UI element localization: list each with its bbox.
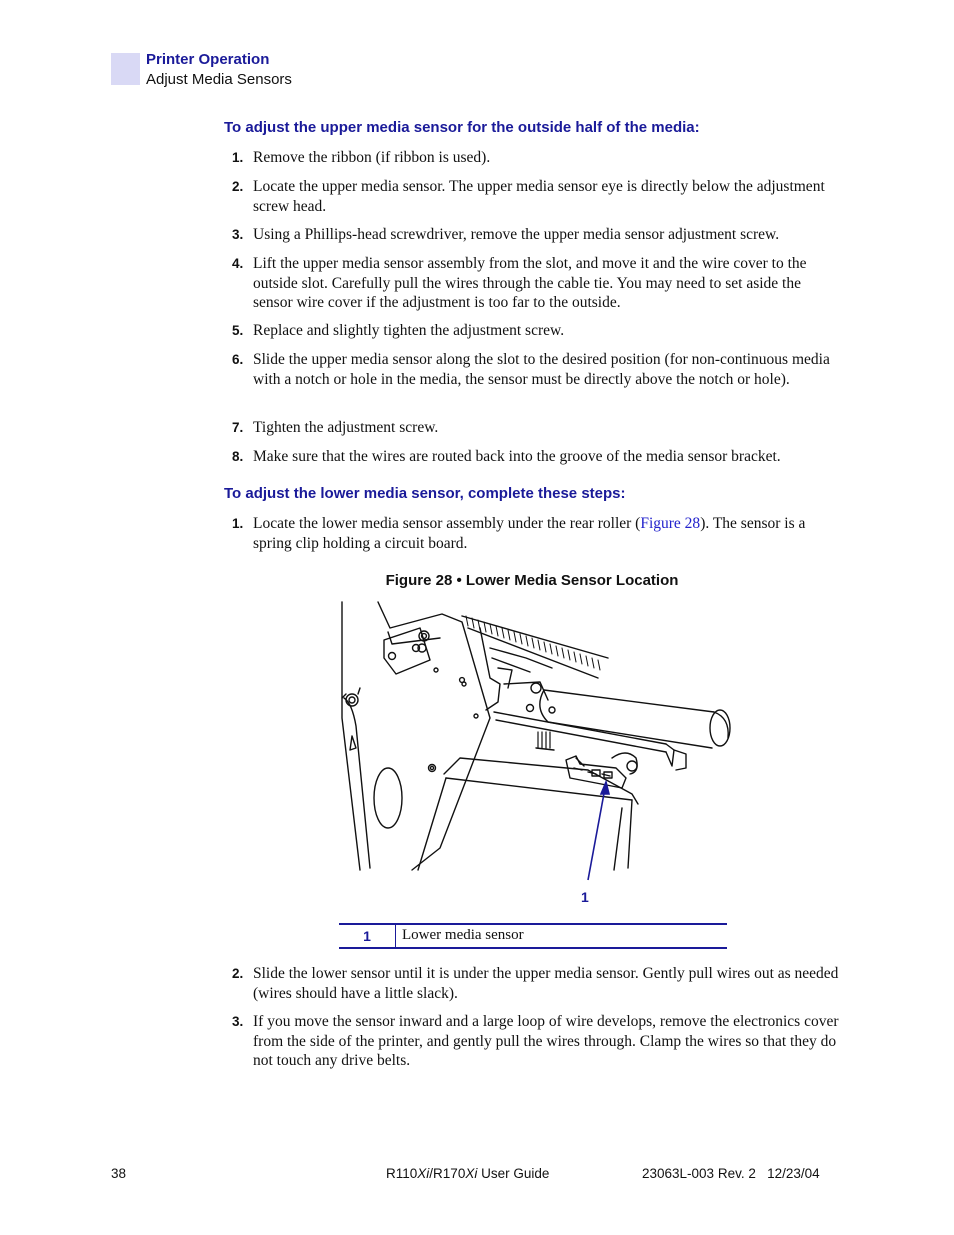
upper-step-8 bbox=[232, 447, 842, 467]
upper-step-7 bbox=[232, 418, 842, 438]
lower-step-2 bbox=[232, 964, 842, 1003]
section-subtitle: Adjust Media Sensors bbox=[146, 71, 292, 88]
upper-step-1 bbox=[232, 148, 842, 168]
guide-title-part: Xi bbox=[417, 1166, 430, 1181]
lower-media-sensor-illustration bbox=[330, 598, 740, 910]
step-number: 4. bbox=[232, 256, 244, 271]
upper-sensor-heading: To adjust the upper media sensor for the outside half of the media: bbox=[224, 119, 700, 136]
upper-step-6 bbox=[232, 350, 842, 389]
guide-title-part: User Guide bbox=[477, 1166, 550, 1181]
lower-step-1 bbox=[232, 514, 842, 553]
figure-28-link[interactable]: Figure 28 bbox=[640, 515, 701, 532]
chapter-title: Printer Operation bbox=[146, 51, 270, 68]
step-text: Replace and slightly tighten the adjustment screw. bbox=[253, 322, 565, 339]
page-number: 38 bbox=[111, 1166, 127, 1181]
step-text: Locate the upper media sensor. The upper media sensor eye is directly below the adjustment screw head. bbox=[253, 178, 825, 215]
step-text: Tighten the adjustment screw. bbox=[253, 419, 439, 436]
lower-sensor-heading: To adjust the lower media sensor, complete these steps: bbox=[224, 485, 626, 502]
lower-step-3 bbox=[232, 1012, 842, 1071]
figure-legend-table bbox=[339, 923, 727, 949]
figure-caption: Figure 28 • Lower Media Sensor Location bbox=[385, 572, 679, 589]
step-number: 1. bbox=[232, 150, 244, 165]
step-number: 2. bbox=[232, 179, 244, 194]
step-text: Using a Phillips-head screwdriver, remove the upper media sensor adjustment screw. bbox=[253, 226, 780, 243]
guide-title-part: Xi bbox=[465, 1166, 478, 1181]
upper-step-3 bbox=[232, 225, 842, 245]
guide-title bbox=[386, 1166, 549, 1181]
legend-description: Lower media sensor bbox=[402, 927, 524, 943]
guide-title-part: R110 bbox=[386, 1166, 418, 1181]
step-number: 1. bbox=[232, 516, 244, 531]
guide-title-part: /R170 bbox=[429, 1166, 466, 1181]
step-text: Lift the upper media sensor assembly from the slot, and move it and the wire cover to the outside slot. Carefully pull the wires through the cable tie. You may need to set aside the sensor wire cover if the adjustment is too far to the outside. bbox=[253, 255, 807, 311]
step-number: 5. bbox=[232, 323, 244, 338]
upper-step-4 bbox=[232, 254, 842, 313]
upper-step-5 bbox=[232, 321, 842, 341]
step-text: Remove the ribbon (if ribbon is used). bbox=[253, 149, 491, 166]
document-revision: 23063L-003 Rev. 2 12/23/04 bbox=[642, 1166, 820, 1181]
step-number: 7. bbox=[232, 420, 244, 435]
step-text: Make sure that the wires are routed back into the groove of the media sensor bracket. bbox=[253, 448, 781, 465]
step-text: Slide the lower sensor until it is under the upper media sensor. Gently pull wires out as needed (wires should have a little slack). bbox=[253, 965, 839, 1002]
step-number: 3. bbox=[232, 1014, 244, 1029]
upper-step-2 bbox=[232, 177, 842, 216]
step-text-after: ). The sensor is a spring clip holding a circuit board. bbox=[253, 515, 806, 552]
figure-callout-label: 1 bbox=[581, 889, 589, 905]
header-color-block bbox=[111, 53, 140, 85]
step-number: 6. bbox=[232, 352, 244, 367]
legend-number: 1 bbox=[339, 925, 396, 947]
step-number: 8. bbox=[232, 449, 244, 464]
step-number: 2. bbox=[232, 966, 244, 981]
step-text: If you move the sensor inward and a large loop of wire develops, remove the electronics cover from the side of the printer, and gently pull the wires through. Clamp the wires so that they do not touch any drive belts. bbox=[253, 1013, 839, 1069]
step-text-before: Locate the lower media sensor assembly under the rear roller ( bbox=[253, 515, 641, 532]
step-text: Slide the upper media sensor along the slot to the desired position (for non-continuous media with a notch or hole in the media, the sensor must be directly above the notch or hole). bbox=[253, 351, 830, 388]
step-number: 3. bbox=[232, 227, 244, 242]
step-text bbox=[253, 514, 842, 553]
